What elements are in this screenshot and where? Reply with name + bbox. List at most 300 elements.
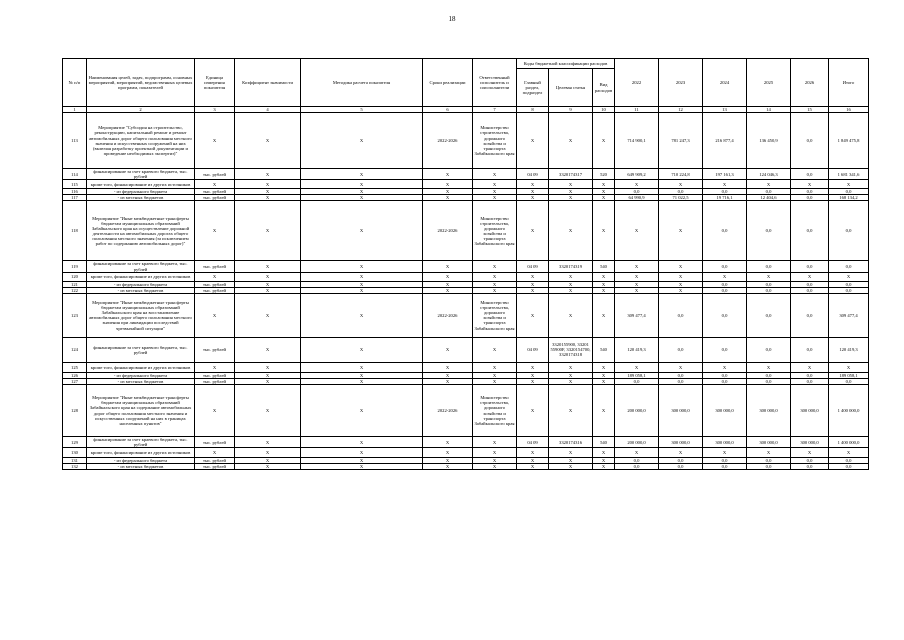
row-title: финансирование за счет краевого бюджета, тыс. рублей bbox=[87, 437, 195, 448]
table-cell: 120 419,3 bbox=[829, 337, 869, 362]
table-cell: X bbox=[301, 195, 423, 201]
table-cell: X bbox=[473, 287, 517, 293]
table-row bbox=[63, 385, 869, 437]
table-cell: X bbox=[473, 464, 517, 470]
table-cell: 12 404,6 bbox=[747, 195, 791, 201]
table-cell: X bbox=[517, 180, 549, 189]
table-cell: X bbox=[593, 372, 615, 378]
row-title: - из местных бюджетов bbox=[87, 287, 195, 293]
table-cell: 0,0 bbox=[791, 337, 829, 362]
header-period: Сроки реализации bbox=[423, 59, 473, 107]
table-cell: X bbox=[703, 180, 747, 189]
table-cell: 300 000,0 bbox=[791, 437, 829, 448]
table-row bbox=[63, 113, 869, 169]
table-cell: 120 419,3 bbox=[615, 337, 659, 362]
column-number: 2 bbox=[87, 107, 195, 113]
table-row bbox=[63, 437, 869, 448]
table-cell: X bbox=[517, 378, 549, 384]
row-number: 127 bbox=[63, 378, 87, 384]
table-cell: 300 000,0 bbox=[747, 437, 791, 448]
table-cell: 04 09 bbox=[517, 169, 549, 180]
table-row bbox=[63, 448, 869, 458]
table-cell: X bbox=[423, 189, 473, 195]
table-cell: X bbox=[423, 437, 473, 448]
table-cell: 0,0 bbox=[791, 287, 829, 293]
table-cell: 124 046,3 bbox=[747, 169, 791, 180]
table-cell: X bbox=[615, 201, 659, 261]
program-table-wrapper bbox=[62, 58, 868, 470]
table-cell: X bbox=[593, 272, 615, 281]
table-cell: 0,0 bbox=[829, 281, 869, 287]
table-cell: тыс. рублей bbox=[195, 189, 235, 195]
row-title: кроме того, финансирование из других источников bbox=[87, 448, 195, 458]
row-number: 118 bbox=[63, 201, 87, 261]
table-cell: X bbox=[473, 378, 517, 384]
table-cell: X bbox=[423, 272, 473, 281]
table-cell: X bbox=[549, 458, 593, 464]
column-number: 8 bbox=[517, 107, 549, 113]
table-cell: X bbox=[593, 385, 615, 437]
row-number: 113 bbox=[63, 113, 87, 169]
row-title: финансирование за счет краевого бюджета, тыс. рублей bbox=[87, 169, 195, 180]
table-cell: X bbox=[473, 272, 517, 281]
table-row bbox=[63, 337, 869, 362]
table-cell: X bbox=[423, 337, 473, 362]
column-number: 1 bbox=[63, 107, 87, 113]
table-cell: X bbox=[615, 362, 659, 372]
table-cell: 1 681 341,6 bbox=[829, 169, 869, 180]
table-cell: 136 450,9 bbox=[747, 113, 791, 169]
table-cell: X bbox=[301, 113, 423, 169]
header-2023: 2023 bbox=[659, 59, 703, 107]
table-cell: X bbox=[235, 337, 301, 362]
table-cell: X bbox=[517, 372, 549, 378]
table-cell: X bbox=[423, 281, 473, 287]
table-cell: X bbox=[593, 293, 615, 337]
table-cell: X bbox=[195, 272, 235, 281]
table-cell: X bbox=[549, 180, 593, 189]
table-cell: X bbox=[659, 362, 703, 372]
table-cell: X bbox=[195, 362, 235, 372]
row-number: 114 bbox=[63, 169, 87, 180]
table-cell: 0,0 bbox=[791, 113, 829, 169]
table-cell: 0,0 bbox=[829, 261, 869, 272]
table-cell: 0,0 bbox=[829, 458, 869, 464]
header-unit: Единица измерения показателя bbox=[195, 59, 235, 107]
row-title: - из федерального бюджета bbox=[87, 189, 195, 195]
table-cell: X bbox=[659, 281, 703, 287]
table-cell: 0,0 bbox=[703, 281, 747, 287]
table-cell: X bbox=[235, 448, 301, 458]
table-cell: X bbox=[423, 261, 473, 272]
table-cell: X bbox=[423, 195, 473, 201]
table-cell: 2022-2026 bbox=[423, 201, 473, 261]
table-cell: X bbox=[549, 189, 593, 195]
table-cell: 19 716,1 bbox=[703, 195, 747, 201]
table-cell: X bbox=[517, 458, 549, 464]
table-cell: X bbox=[517, 448, 549, 458]
table-cell: X bbox=[301, 180, 423, 189]
table-cell: X bbox=[747, 272, 791, 281]
table-cell: X bbox=[423, 458, 473, 464]
row-number: 132 bbox=[63, 464, 87, 470]
table-cell: X bbox=[301, 189, 423, 195]
header-method: Методика расчета показателя bbox=[301, 59, 423, 107]
column-number: 11 bbox=[615, 107, 659, 113]
table-cell: X bbox=[423, 372, 473, 378]
table-cell: X bbox=[301, 169, 423, 180]
table-cell: 0,0 bbox=[747, 287, 791, 293]
table-cell: X bbox=[549, 201, 593, 261]
table-cell: 1 400 000,0 bbox=[829, 437, 869, 448]
table-cell: 0,0 bbox=[659, 293, 703, 337]
row-title: Мероприятие "Иные межбюджетные трансферты бюджетам муниципальных образований Забайкальского края на содержание автомобильных дорог общего пользования местного значения и искусственных сооружений на них в границах населенных пунктов" bbox=[87, 385, 195, 437]
table-cell: 300 000,0 bbox=[703, 437, 747, 448]
table-cell: 0,0 bbox=[791, 378, 829, 384]
row-title: - из федерального бюджета bbox=[87, 372, 195, 378]
header-total: Итого bbox=[829, 59, 869, 107]
table-cell: X bbox=[615, 272, 659, 281]
table-cell: 0,0 bbox=[791, 372, 829, 378]
table-cell: X bbox=[195, 180, 235, 189]
program-table bbox=[62, 58, 869, 470]
table-cell: 0,0 bbox=[791, 201, 829, 261]
table-cell: тыс. рублей bbox=[195, 458, 235, 464]
table-cell: X bbox=[593, 458, 615, 464]
table-cell: 781 247,3 bbox=[659, 113, 703, 169]
table-cell: X bbox=[473, 169, 517, 180]
row-number: 126 bbox=[63, 372, 87, 378]
table-cell: X bbox=[593, 195, 615, 201]
table-cell: X bbox=[195, 385, 235, 437]
row-title: - из федерального бюджета bbox=[87, 458, 195, 464]
table-cell: 64 990,9 bbox=[615, 195, 659, 201]
table-cell: X bbox=[549, 281, 593, 287]
table-cell: 0,0 bbox=[747, 201, 791, 261]
header-razdel: Главный раздел, подраздел bbox=[517, 69, 549, 107]
column-number: 10 bbox=[593, 107, 615, 113]
row-number: 124 bbox=[63, 337, 87, 362]
table-cell: X bbox=[659, 180, 703, 189]
table-cell: X bbox=[473, 337, 517, 362]
table-cell: 04 09 bbox=[517, 261, 549, 272]
table-cell: X bbox=[473, 362, 517, 372]
table-cell: 0,0 bbox=[703, 261, 747, 272]
table-cell: Министерство строительства, дорожного хозяйства и транспорта Забайкальского края bbox=[473, 293, 517, 337]
header-coef: Коэффициент значимости bbox=[235, 59, 301, 107]
table-cell: X bbox=[593, 362, 615, 372]
row-number: 122 bbox=[63, 287, 87, 293]
table-cell: 2022-2026 bbox=[423, 113, 473, 169]
header-2024: 2024 bbox=[703, 59, 747, 107]
table-cell: тыс. рублей bbox=[195, 287, 235, 293]
table-cell: 0,0 bbox=[747, 372, 791, 378]
table-cell: 300 000,0 bbox=[659, 385, 703, 437]
table-cell: 0,0 bbox=[747, 261, 791, 272]
table-cell: X bbox=[593, 287, 615, 293]
table-row bbox=[63, 169, 869, 180]
table-cell: 0,0 bbox=[829, 378, 869, 384]
table-cell: 200 000,0 bbox=[615, 437, 659, 448]
table-cell: 216 877,4 bbox=[703, 113, 747, 169]
table-cell: X bbox=[301, 261, 423, 272]
row-number: 115 bbox=[63, 180, 87, 189]
table-cell: X bbox=[473, 195, 517, 201]
table-cell: X bbox=[473, 458, 517, 464]
page-number: 18 bbox=[448, 15, 456, 23]
table-cell: X bbox=[517, 464, 549, 470]
table-cell: 0,0 bbox=[747, 281, 791, 287]
table-cell: X bbox=[593, 180, 615, 189]
table-cell: X bbox=[301, 437, 423, 448]
table-cell: 309 477,4 bbox=[615, 293, 659, 337]
table-cell: X bbox=[235, 195, 301, 201]
table-cell: X bbox=[593, 201, 615, 261]
table-cell: X bbox=[659, 272, 703, 281]
table-row bbox=[63, 261, 869, 272]
table-cell: X bbox=[829, 180, 869, 189]
table-cell: X bbox=[791, 362, 829, 372]
table-cell: тыс. рублей bbox=[195, 437, 235, 448]
table-cell: X bbox=[593, 189, 615, 195]
table-cell: 0,0 bbox=[703, 189, 747, 195]
table-cell: 3320174316 bbox=[549, 437, 593, 448]
table-row bbox=[63, 293, 869, 337]
row-number: 130 bbox=[63, 448, 87, 458]
table-cell: X bbox=[791, 180, 829, 189]
table-cell: 3320155900, 33201 55900F, 3320154700, 3320174318 bbox=[549, 337, 593, 362]
table-cell: 649 909,2 bbox=[615, 169, 659, 180]
header-vid: Вид расходов bbox=[593, 69, 615, 107]
table-cell: X bbox=[235, 458, 301, 464]
table-cell: 0,0 bbox=[791, 195, 829, 201]
table-cell: 0,0 bbox=[703, 287, 747, 293]
table-cell: X bbox=[235, 281, 301, 287]
row-title: Мероприятие "Иные межбюджетные трансферты бюджетам муниципальных образований Забайкальского края на осуществление дорожной деятельности на автомобильных дорогах общего пользования местного значения (за исключением работ по содержанию автомобильных дорог)" bbox=[87, 201, 195, 261]
table-cell: 0,0 bbox=[659, 337, 703, 362]
table-cell: X bbox=[301, 378, 423, 384]
column-number: 4 bbox=[235, 107, 301, 113]
table-cell: 0,0 bbox=[791, 281, 829, 287]
row-title: финансирование за счет краевого бюджета, тыс. рублей bbox=[87, 261, 195, 272]
column-number: 6 bbox=[423, 107, 473, 113]
table-cell: тыс. рублей bbox=[195, 169, 235, 180]
table-cell: X bbox=[301, 464, 423, 470]
table-cell: X bbox=[235, 261, 301, 272]
table-cell: X bbox=[549, 293, 593, 337]
table-cell: X bbox=[423, 180, 473, 189]
table-cell: X bbox=[235, 372, 301, 378]
table-cell: 71 022,5 bbox=[659, 195, 703, 201]
table-cell: 0,0 bbox=[615, 458, 659, 464]
table-cell: X bbox=[473, 261, 517, 272]
column-number: 16 bbox=[829, 107, 869, 113]
table-cell: X bbox=[549, 464, 593, 470]
row-number: 123 bbox=[63, 293, 87, 337]
table-cell: 0,0 bbox=[615, 378, 659, 384]
table-cell: X bbox=[301, 362, 423, 372]
table-cell: 0,0 bbox=[703, 372, 747, 378]
table-cell: 200 000,0 bbox=[615, 385, 659, 437]
row-number: 131 bbox=[63, 458, 87, 464]
table-body bbox=[63, 113, 869, 470]
table-cell: X bbox=[301, 287, 423, 293]
table-cell: 0,0 bbox=[703, 293, 747, 337]
table-cell: X bbox=[423, 362, 473, 372]
table-cell: X bbox=[517, 281, 549, 287]
table-cell: тыс. рублей bbox=[195, 195, 235, 201]
table-cell: 3320174317 bbox=[549, 169, 593, 180]
row-title: - из местных бюджетов bbox=[87, 378, 195, 384]
table-cell: X bbox=[517, 293, 549, 337]
table-cell: X bbox=[235, 464, 301, 470]
table-cell: 0,0 bbox=[791, 169, 829, 180]
table-cell: 0,0 bbox=[747, 293, 791, 337]
table-cell: Министерство строительства, дорожного хозяйства и транспорта Забайкальского края bbox=[473, 385, 517, 437]
table-cell: X bbox=[235, 287, 301, 293]
table-cell: 0,0 bbox=[829, 201, 869, 261]
table-cell: 540 bbox=[593, 337, 615, 362]
table-cell: X bbox=[659, 287, 703, 293]
table-row bbox=[63, 464, 869, 470]
table-cell: X bbox=[593, 448, 615, 458]
header-responsible: Ответственный исполнитель и соисполнители bbox=[473, 59, 517, 107]
table-cell: X bbox=[473, 180, 517, 189]
table-cell: тыс. рублей bbox=[195, 337, 235, 362]
table-cell: 0,0 bbox=[659, 372, 703, 378]
table-cell: X bbox=[703, 362, 747, 372]
table-cell: 0,0 bbox=[703, 337, 747, 362]
table-cell: X bbox=[517, 385, 549, 437]
row-number: 116 bbox=[63, 189, 87, 195]
table-cell: X bbox=[195, 448, 235, 458]
table-cell: тыс. рублей bbox=[195, 464, 235, 470]
table-cell: X bbox=[829, 362, 869, 372]
table-cell: X bbox=[301, 385, 423, 437]
table-cell: X bbox=[549, 378, 593, 384]
table-cell: X bbox=[703, 272, 747, 281]
table-cell: X bbox=[747, 180, 791, 189]
table-cell: X bbox=[473, 437, 517, 448]
table-row bbox=[63, 180, 869, 189]
table-cell: X bbox=[517, 287, 549, 293]
table-cell: 0,0 bbox=[747, 337, 791, 362]
row-number: 117 bbox=[63, 195, 87, 201]
column-number: 14 bbox=[747, 107, 791, 113]
row-title: - из местных бюджетов bbox=[87, 195, 195, 201]
table-cell: X bbox=[791, 272, 829, 281]
column-number: 3 bbox=[195, 107, 235, 113]
table-cell: X bbox=[423, 169, 473, 180]
table-cell: 0,0 bbox=[659, 378, 703, 384]
table-cell: X bbox=[195, 113, 235, 169]
table-cell: 0,0 bbox=[829, 464, 869, 470]
header-name: Наименования целей, задач, подпрограмм, основных мероприятий, мероприятий, ведомственных целевых программ, показателей bbox=[87, 59, 195, 107]
table-cell: X bbox=[301, 201, 423, 261]
table-cell: 0,0 bbox=[791, 464, 829, 470]
column-number: 13 bbox=[703, 107, 747, 113]
row-title: кроме того, финансирование из других источников bbox=[87, 362, 195, 372]
table-cell: тыс. рублей bbox=[195, 378, 235, 384]
table-cell: X bbox=[517, 113, 549, 169]
table-cell: 714 900,1 bbox=[615, 113, 659, 169]
row-title: финансирование за счет краевого бюджета, тыс. рублей bbox=[87, 337, 195, 362]
table-cell: 540 bbox=[593, 261, 615, 272]
table-cell: 0,0 bbox=[659, 458, 703, 464]
table-cell: X bbox=[593, 378, 615, 384]
table-cell: X bbox=[549, 448, 593, 458]
column-number: 15 bbox=[791, 107, 829, 113]
table-cell: X bbox=[517, 201, 549, 261]
table-cell: X bbox=[423, 378, 473, 384]
table-cell: X bbox=[593, 464, 615, 470]
table-cell: X bbox=[235, 113, 301, 169]
table-cell: 3320174319 bbox=[549, 261, 593, 272]
table-cell: X bbox=[301, 293, 423, 337]
table-cell: 0,0 bbox=[747, 458, 791, 464]
table-cell: X bbox=[301, 458, 423, 464]
table-cell: X bbox=[235, 169, 301, 180]
header-2025: 2025 bbox=[747, 59, 791, 107]
table-cell: 0,0 bbox=[791, 458, 829, 464]
table-cell: 2022-2026 bbox=[423, 385, 473, 437]
row-number: 129 bbox=[63, 437, 87, 448]
row-title: Мероприятие "Субсидия на строительство, реконструкцию, капитальный ремонт и ремонт автомобильных дорог общего пользования местного значения и искусственных сооружений на них (включая разработку проектной документации и проведение необходимых экспертиз)" bbox=[87, 113, 195, 169]
row-number: 128 bbox=[63, 385, 87, 437]
table-cell: 04 09 bbox=[517, 337, 549, 362]
table-cell: X bbox=[659, 448, 703, 458]
table-cell: X bbox=[235, 385, 301, 437]
table-cell: 1 400 000,0 bbox=[829, 385, 869, 437]
table-cell: 189 058,1 bbox=[615, 372, 659, 378]
table-cell: X bbox=[301, 372, 423, 378]
table-cell: X bbox=[423, 287, 473, 293]
table-cell: 0,0 bbox=[615, 189, 659, 195]
column-number: 9 bbox=[549, 107, 593, 113]
table-cell: X bbox=[517, 189, 549, 195]
table-cell: X bbox=[195, 201, 235, 261]
table-cell: 0,0 bbox=[703, 201, 747, 261]
row-number: 120 bbox=[63, 272, 87, 281]
table-cell: 0,0 bbox=[747, 189, 791, 195]
table-cell: X bbox=[235, 180, 301, 189]
header-stat: Целевая статья bbox=[549, 69, 593, 107]
table-cell: 0,0 bbox=[829, 189, 869, 195]
table-cell: X bbox=[615, 287, 659, 293]
table-cell: X bbox=[615, 448, 659, 458]
table-cell: X bbox=[549, 362, 593, 372]
table-cell: X bbox=[549, 195, 593, 201]
table-cell: 0,0 bbox=[791, 293, 829, 337]
table-cell: X bbox=[549, 385, 593, 437]
table-cell: X bbox=[235, 437, 301, 448]
table-cell: 0,0 bbox=[659, 189, 703, 195]
table-cell: X bbox=[549, 372, 593, 378]
table-cell: X bbox=[473, 189, 517, 195]
table-cell: 2022-2026 bbox=[423, 293, 473, 337]
row-number: 125 bbox=[63, 362, 87, 372]
row-title: кроме того, финансирование из других источников bbox=[87, 180, 195, 189]
table-cell: 540 bbox=[593, 437, 615, 448]
table-cell: X bbox=[235, 189, 301, 195]
table-cell: X bbox=[593, 281, 615, 287]
table-cell: 300 000,0 bbox=[747, 385, 791, 437]
table-cell: 0,0 bbox=[703, 378, 747, 384]
table-row bbox=[63, 201, 869, 261]
table-cell: X bbox=[473, 448, 517, 458]
table-cell: 0,0 bbox=[747, 464, 791, 470]
table-cell: X bbox=[473, 372, 517, 378]
